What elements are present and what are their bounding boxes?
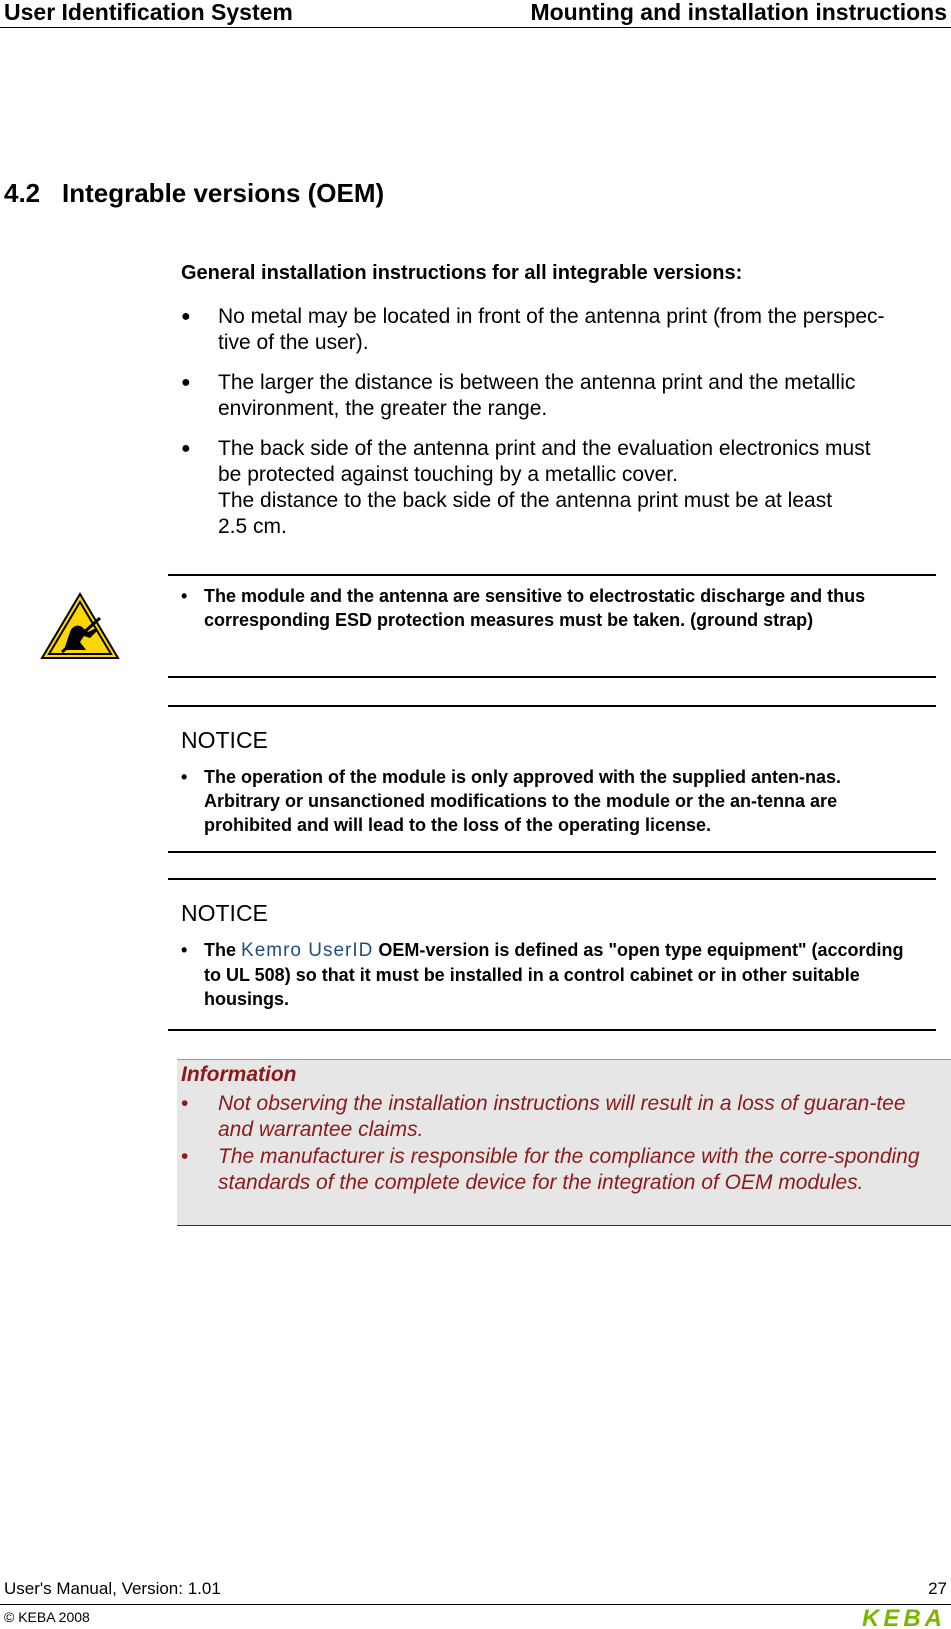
list-item bbox=[181, 436, 951, 540]
svg-text:KEBA: KEBA bbox=[861, 1606, 946, 1628]
notice-text: The operation of the module is only approved with the supplied anten-nas. Arbitrary or unsanctioned modifications to the module or the an-tenna are prohibited and will lead to the loss of the operating license. bbox=[204, 767, 842, 835]
page-number: 27 bbox=[928, 1579, 947, 1598]
general-instructions-heading: General installation instructions for all integrable versions: bbox=[181, 262, 743, 284]
notice-text-prefix: The bbox=[204, 940, 242, 960]
product-name: Kemro UserID bbox=[241, 940, 374, 961]
bullet-icon: • bbox=[181, 1145, 189, 1168]
information-item bbox=[181, 1091, 941, 1143]
notice-text-suffix: OEM-version is defined as "open type equipment" (according to UL 508) so that it must be installed in a control cabinet or in other suitable housings. bbox=[204, 940, 904, 1009]
bullet-icon: • bbox=[181, 767, 188, 787]
information-item bbox=[181, 1144, 941, 1196]
keba-logo bbox=[828, 1606, 948, 1628]
list-item-text: The larger the distance is between the antenna print and the metallic environment, the greater the range. bbox=[218, 371, 856, 420]
esd-warning-item bbox=[181, 584, 911, 632]
copyright: © KEBA 2008 bbox=[4, 1609, 90, 1625]
bullet-icon: • bbox=[181, 586, 188, 606]
information-text: Not observing the installation instructions will result in a loss of guaran-tee and warrantee claims. bbox=[218, 1092, 906, 1141]
esd-warning-icon bbox=[40, 592, 120, 660]
list-item bbox=[181, 304, 951, 356]
bullet-icon: ● bbox=[181, 308, 191, 325]
general-instructions-list bbox=[181, 304, 951, 554]
information-text: The manufacturer is responsible for the compliance with the corre-sponding standards of the complete device for the integration of OEM modules. bbox=[218, 1145, 920, 1194]
bullet-icon: • bbox=[181, 940, 188, 960]
page-header bbox=[0, 0, 951, 28]
notice-box-open-type bbox=[168, 878, 936, 1031]
bullet-icon: ● bbox=[181, 374, 191, 391]
section-heading bbox=[4, 178, 384, 209]
header-doc-title: User Identification System bbox=[4, 0, 293, 25]
esd-warning-text: The module and the antenna are sensitive to electrostatic discharge and thus corresponding ESD protection measures must be taken. (ground strap) bbox=[204, 586, 866, 630]
notice-item bbox=[181, 765, 911, 837]
page-footer bbox=[0, 1579, 951, 1605]
information-box bbox=[177, 1059, 951, 1226]
notice-title: NOTICE bbox=[181, 727, 268, 753]
section-number: 4.2 bbox=[4, 178, 41, 208]
information-title: Information bbox=[181, 1063, 297, 1086]
bullet-icon: • bbox=[181, 1092, 189, 1115]
list-item-text: The back side of the antenna print and the evaluation electronics must be protected against touching by a metallic cover. The distance to the back side of the antenna print must be at least 2.5 cm. bbox=[218, 437, 871, 538]
list-item bbox=[181, 370, 951, 422]
notice-item bbox=[181, 938, 911, 1011]
notice-title: NOTICE bbox=[181, 900, 268, 926]
section-title: Integrable versions (OEM) bbox=[62, 178, 385, 208]
bullet-icon: ● bbox=[181, 440, 191, 457]
footer-version: User's Manual, Version: 1.01 bbox=[4, 1579, 221, 1598]
notice-box-antennas bbox=[168, 705, 936, 853]
esd-warning-box bbox=[168, 574, 936, 678]
list-item-text: No metal may be located in front of the antenna print (from the perspec- tive of the user). bbox=[218, 305, 885, 354]
header-chapter-title: Mounting and installation instructions bbox=[530, 0, 947, 25]
